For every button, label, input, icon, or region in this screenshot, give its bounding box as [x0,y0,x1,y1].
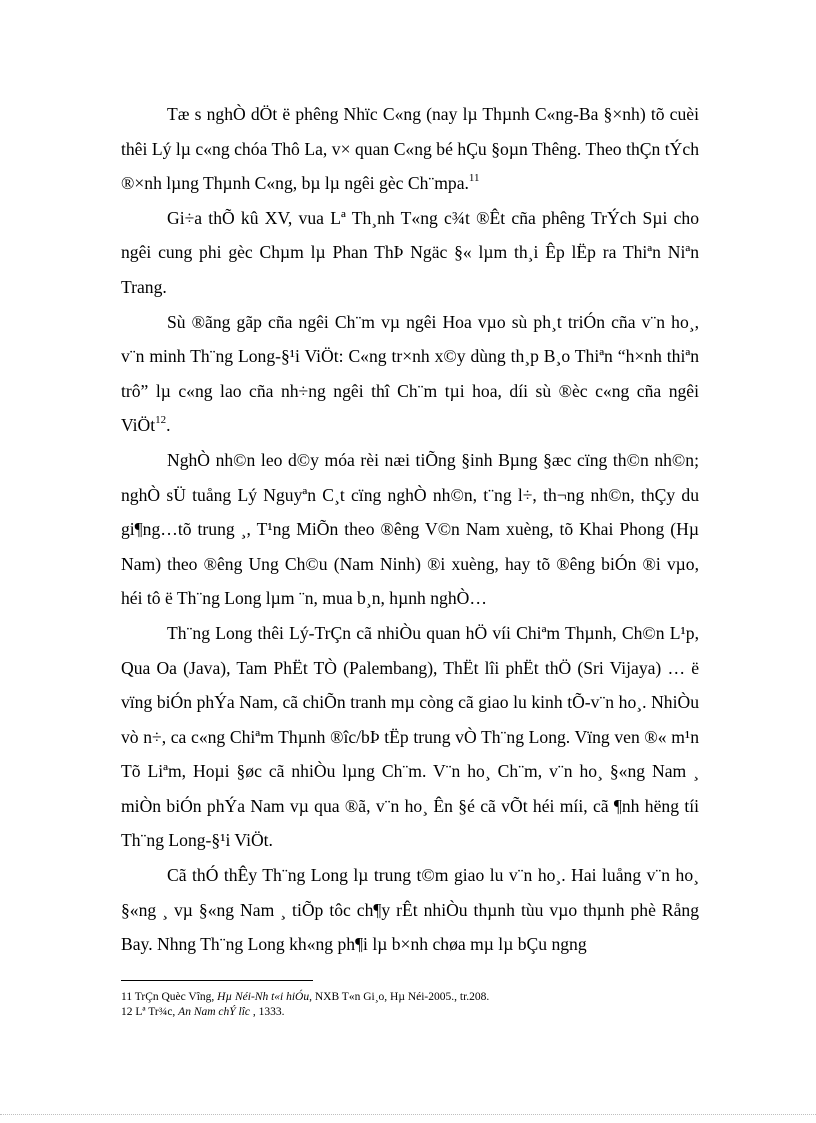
footnote-12 [121,1005,721,1020]
paragraph-5-text: Th¨ng Long thêi Lý-TrÇn cã nhiÒu quan hÖ víi Chiªm Thµnh, Ch©n L¹p, Qua Oa (Java), Tam PhËt TÒ (Palembang), ThËt lîi phËt thÖ (Sri Vijaya) … ë vïng biÓn phÝa Nam, cã chiÕn tranh mµ còng cã giao lu kinh tÕ-v¨n ho¸. NhiÒu vò n÷, ca c«ng Chiªm Thµnh ®îc/bÞ tËp trung vÒ Th¨ng Long. Vïng ven ®« m¹n Tõ Liªm, Hoµi §øc cã nhiÒu lµng Ch¨m. V¨n ho¸ Ch¨m, v¨n ho¸ §«ng Nam ¸ miÒn biÓn phÝa Nam vµ qua ®ã, v¨n ho¸ Ên §é cã vÕt héi míi, cã ¶nh hëng tíi Th¨ng Long-§¹i ViÖt. [121,622,699,851]
paragraph-5 [121,616,699,858]
footnote-11-details: , NXB T«n Gi¸o, Hµ Néi-2005., tr.208. [309,991,490,1003]
paragraph-6 [121,858,699,962]
footnote-12-number: 12 [121,1005,133,1018]
footnote-11-title: Hµ Néi-Nh t«i hiÓu [217,991,310,1003]
footnotes [121,990,721,1019]
footnote-11-author: TrÇn Quèc Vîng, [132,991,218,1003]
footnote-separator [121,980,313,981]
paragraph-4-text: NghÒ nh©n leo d©y móa rèi næi tiÕng §inh Bµng §æc cïng th©n nh©n; nghÒ sÜ tuång Lý Nguyªn C¸t cïng nghÒ nh©n, t¨ng l÷, th¬ng nh©n, thÇy du gi¶ng…tõ trung ¸, T¹ng MiÕn theo ®êng V©n Nam xuèng, tõ Khai Phong (Hµ Nam) theo ®êng Ung Ch©u (Nam Ninh) ®i xuèng, hay tõ ®êng biÓn ®i vµo, héi tô ë Th¨ng Long lµm ¨n, mua b¸n, hµnh nghÒ… [121,449,699,609]
paragraph-3-text: Sù ®ãng gãp cña ngêi Ch¨m vµ ngêi Hoa vµo sù ph¸t triÓn cña v¨n ho¸, v¨n minh Th¨ng Long-§¹i ViÖt: C«ng tr×nh x©y dùng th¸p B¸o Thiªn “h×nh thiªn trô” lµ c«ng lao cña nh÷ng ngêi thî Ch¨m tµi hoa, díi sù ®èc c«ng cña ngêi ViÖt [121,311,699,436]
body-text [121,97,699,962]
paragraph-2 [121,201,699,305]
paragraph-1-text: Tæ s nghÒ dÖt ë phêng Nhïc C«ng (nay lµ Thµnh C«ng-Ba §×nh) tõ cuèi thêi Lý lµ c«ng chóa Thô La, v× quan C«ng bé hÇu §oµn Thêng. Theo thÇn tÝch ®×nh lµng Thµnh C«ng, bµ lµ ngêi gèc Ch¨mpa. [121,104,699,194]
footnote-12-title: An Nam chÝ lîc [178,1005,251,1018]
paragraph-3-suffix: . [166,415,171,436]
footnote-12-details: , 1333. [250,1005,285,1018]
footnote-ref-12[interactable]: 12 [155,414,167,427]
paragraph-3 [121,305,699,443]
footnote-11 [121,990,721,1005]
footnote-ref-11[interactable]: 11 [468,172,480,185]
footnote-11-number: 11 [121,991,133,1003]
paragraph-6-text: Cã thÓ thÊy Th¨ng Long lµ trung t©m giao lu v¨n ho¸. Hai luång v¨n ho¸ §«ng ¸ vµ §«ng Nam ¸ tiÕp tôc ch¶y rÊt nhiÒu thµnh tùu vµo thµnh phè Rång Bay. Nhng Th¨ng Long kh«ng ph¶i lµ b×nh chøa mµ lµ bÇu ngng [121,865,699,955]
paragraph-2-text: Gi÷a thÕ kû XV, vua Lª Th¸nh T«ng c¾t ®Êt cña phêng TrÝch Sµi cho ngêi cung phi gèc Chµm lµ Phan ThÞ Ngäc §« lµm th¸i Êp lËp ra Thiªn Niªn Trang. [121,207,699,297]
page-bottom-border [0,1114,816,1115]
paragraph-4 [121,443,699,616]
footnote-12-author: Lª Tr¾c, [132,1005,179,1018]
paragraph-1 [121,97,699,201]
